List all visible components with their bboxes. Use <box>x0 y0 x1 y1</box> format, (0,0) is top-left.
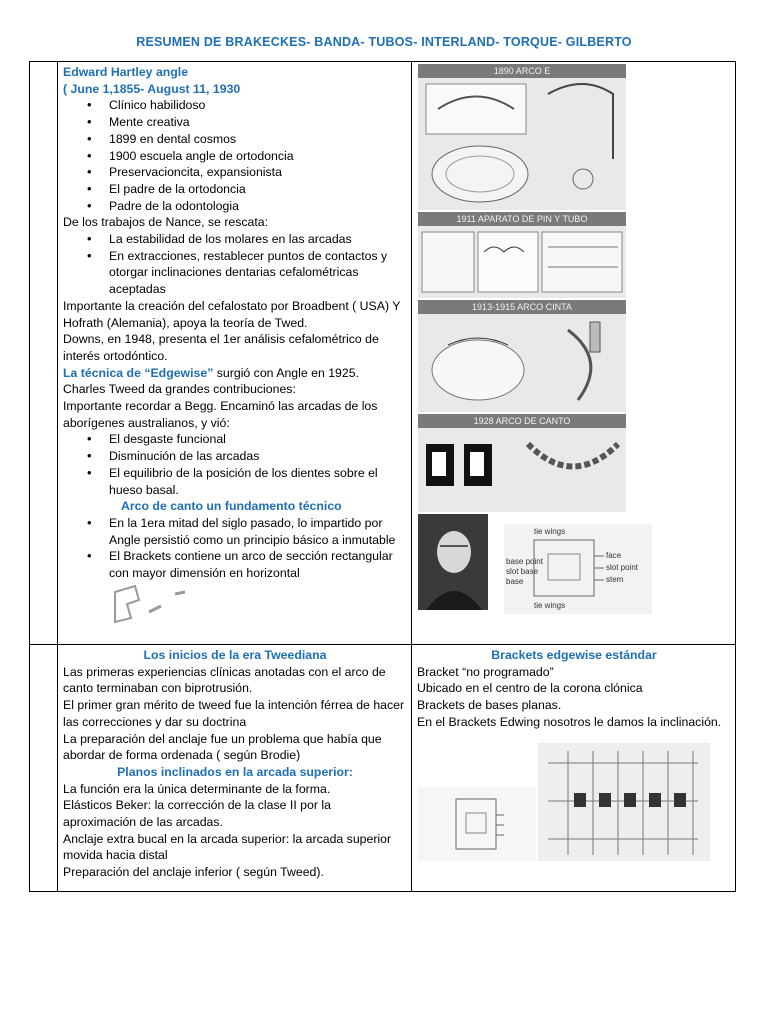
list-item: • 1900 escuela angle de ortodoncia <box>109 148 407 165</box>
angle-bullets <box>63 97 407 214</box>
diagram-label: tie wings <box>534 601 566 610</box>
paragraph: Bracket “no programado” <box>417 664 554 679</box>
bracket-sketch-icon <box>105 582 195 627</box>
image-1911-pin-tubo <box>418 212 626 298</box>
list-item: • Mente creativa <box>109 114 407 131</box>
list-item: • En extracciones, restablecer puntos de contactos y otorgar inclinaciones dentarias cefalométricas aceptadas <box>109 248 407 298</box>
bracket-parts-diagram-icon <box>418 787 536 861</box>
list-item: • Clínico habilidoso <box>109 97 407 114</box>
angle-heading: Edward Hartley angle <box>63 65 189 79</box>
bracket-parts-diagram-icon <box>504 524 652 614</box>
list-item: • El padre de la ortodoncia <box>109 181 407 198</box>
list-item: • Preservacioncita, expansionista <box>109 164 407 181</box>
bracket-diagram-1 <box>504 524 652 614</box>
diagram-label: slot base <box>506 567 539 576</box>
images-cell <box>412 62 736 645</box>
bracket-chart-image <box>538 743 710 861</box>
summary-table <box>29 61 736 892</box>
paragraph: El primer gran mérito de tweed fue la intención férrea de hacer las correcciones y dar su doctrina <box>63 698 405 729</box>
list-item: • El equilibrio de la posición de los dientes sobre el hueso basal. <box>109 465 407 498</box>
diagram-label: stem <box>606 575 624 584</box>
diagram-label: tie wings <box>534 527 566 536</box>
portrait-icon <box>418 514 488 610</box>
image-caption: 1928 ARCO DE CANTO <box>418 414 626 428</box>
paragraph: Brackets de bases planas. <box>417 698 562 713</box>
diagram-label: slot point <box>606 563 639 572</box>
paragraph: Preparación del anclaje inferior ( según Tweed). <box>63 865 324 880</box>
angle-portrait-image <box>418 514 488 610</box>
arco-bullets <box>63 515 407 582</box>
list-item: • El Brackets contiene un arco de sección rectangular con mayor dimensión en horizontal <box>109 548 407 581</box>
ribbon-arch-illustration-icon <box>418 300 626 412</box>
paragraph: Charles Tweed da grandes contribuciones: <box>63 382 296 397</box>
paragraph: Importante la creación del cefalostato por Broadbent ( USA) Y Hofrath (Alemania), apoya la teoría de Twed. <box>63 298 401 330</box>
list-item: • 1899 en dental cosmos <box>109 131 407 148</box>
paragraph: En el Brackets Edwing nosotros le damos la inclinación. <box>417 714 722 729</box>
image-1928-arco-de-canto <box>418 414 626 512</box>
edgewise-arch-illustration-icon <box>418 414 626 512</box>
planos-subheading: Planos inclinados en la arcada superior: <box>117 764 353 779</box>
history-cell <box>58 62 412 645</box>
tweed-heading: Los inicios de la era Tweediana <box>143 648 327 662</box>
diagram-label: base point <box>506 557 543 566</box>
nance-text: De los trabajos de Nance, se rescata: <box>63 215 269 230</box>
paragraph: La preparación del anclaje fue un problema que había que abordar de forma ordenada ( según Brodie) <box>63 731 382 763</box>
edgewise-term: La técnica de “Edgewise” <box>63 365 214 380</box>
image-1913-arco-cinta <box>418 300 626 412</box>
nance-bullets <box>63 231 407 298</box>
list-item: • En la 1era mitad del siglo pasado, lo impartido por Angle persistió como un principio básico a inmutable <box>109 515 407 548</box>
bracket-diagram-2 <box>418 787 536 861</box>
image-1890-arco-e <box>418 64 626 210</box>
brackets-cell <box>412 645 736 892</box>
brackets-heading: Brackets edgewise estándar <box>491 648 657 662</box>
image-caption: 1911 APARATO DE PIN Y TUBO <box>418 212 626 226</box>
image-caption: 1890 ARCO E <box>418 64 626 78</box>
document-title: RESUMEN DE BRAKECKES- BANDA- TUBOS- INTERLAND- TORQUE- GILBERTO <box>136 35 632 49</box>
tweed-cell <box>58 645 412 892</box>
arch-wire-illustration-icon <box>418 64 626 210</box>
image-caption: 1913-1915 ARCO CINTA <box>418 300 626 314</box>
paragraph: Anclaje extra bucal en la arcada superior: la arcada superior movida hacia distal <box>63 831 392 863</box>
bracket-positions-chart-icon <box>538 743 710 861</box>
diagram-label: base <box>506 577 524 586</box>
list-item: • Disminución de las arcadas <box>109 448 407 465</box>
list-item: • El desgaste funcional <box>109 431 407 448</box>
edgewise-line <box>63 365 407 382</box>
paragraph: Ubicado en el centro de la corona clónica <box>417 681 643 696</box>
paragraph: Elásticos Beker: la corrección de la clase II por la aproximación de las arcadas. <box>63 798 331 830</box>
angle-dates: ( June 1,1855- August 11, 1930 <box>63 81 241 96</box>
paragraph: Las primeras experiencias clínicas anotadas con el arco de canto terminaban con biprotrusión. <box>63 664 386 696</box>
paragraph: La función era la única determinante de la forma. <box>63 781 331 796</box>
begg-bullets <box>63 431 407 498</box>
edgewise-rest: surgió con Angle en 1925. <box>213 365 359 380</box>
diagram-label: face <box>606 551 622 560</box>
arco-subheading: Arco de canto un fundamento técnico <box>121 499 342 514</box>
index-cell-1 <box>30 62 58 645</box>
paragraph: Downs, en 1948, presenta el 1er análisis cefalométrico de interés ortodóntico. <box>63 332 379 363</box>
index-cell-2 <box>30 645 58 892</box>
list-item: • La estabilidad de los molares en las arcadas <box>109 231 407 248</box>
paragraph: Importante recordar a Begg. Encaminó las arcadas de los aborígenes australianos, y vió: <box>63 399 378 430</box>
list-item: • Padre de la odontologia <box>109 198 407 215</box>
